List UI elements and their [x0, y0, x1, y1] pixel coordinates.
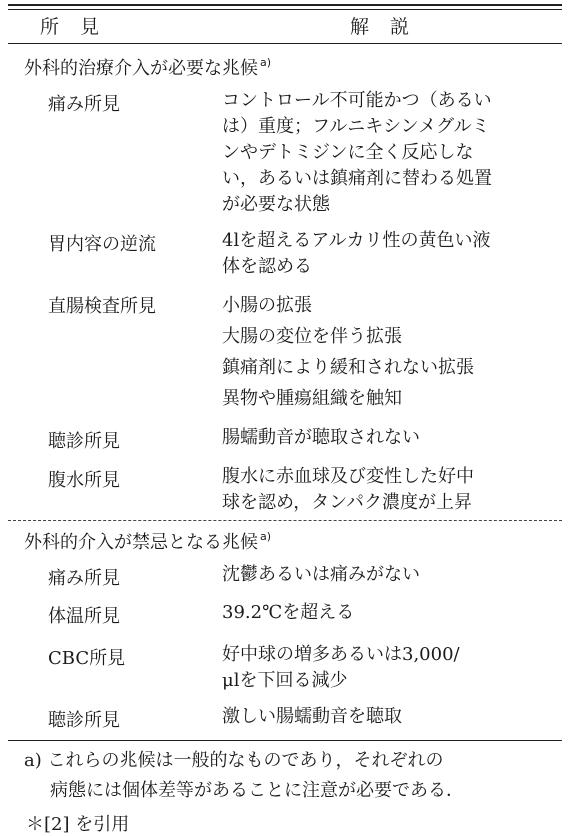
row-label-reflux: 胃内容の逆流 [48, 234, 156, 255]
desc-line: 鎮痛剤により緩和されない拡張 [222, 357, 474, 378]
row-label-auscultation: 聴診所見 [48, 431, 120, 452]
row-desc-ascites [222, 464, 552, 516]
row-label-ascites: 腹水所見 [48, 470, 120, 491]
footnote-line: a) これらの兆候は一般的なものであり，それぞれの [24, 750, 444, 771]
row-label-pain: 痛み所見 [48, 94, 120, 115]
desc-line: 体を認める [222, 256, 312, 277]
column-header-description: 解 説 [350, 16, 411, 38]
desc-line: 激しい腸蠕動音を聴取 [222, 706, 402, 727]
row-label-cbc: CBC所見 [48, 648, 126, 669]
citation: ＊[2] を引用 [26, 814, 130, 835]
desc-line: い，あるいは鎮痛剤に替わる処置 [222, 168, 492, 189]
table-bottom-rule [8, 740, 562, 741]
desc-line: 39.2℃を超える [222, 602, 355, 623]
desc-line: 沈鬱あるいは痛みがない [222, 564, 420, 585]
row-desc-pain-contra [222, 562, 552, 588]
section-title-surgical [24, 54, 271, 80]
desc-line: μlを下回る減少 [222, 670, 348, 691]
desc-line: 球を認め，タンパク濃度が上昇 [222, 492, 473, 513]
section-title-text: 外科的介入が禁忌となる兆候 [24, 532, 258, 553]
desc-line: は）重度；フルニキシンメグルミ [222, 116, 490, 137]
desc-line: 小腸の拡張 [222, 295, 312, 316]
footnote-mark: a) [260, 530, 272, 543]
desc-line: 大腸の変位を伴う拡張 [222, 326, 402, 347]
row-label-temperature: 体温所見 [48, 606, 120, 627]
desc-line: 腸蠕動音が聴取されない [222, 427, 420, 448]
desc-line: 好中球の増多あるいは3,000/ [222, 644, 460, 665]
desc-line: コントロール不可能かつ（あるい [222, 90, 492, 111]
row-label-rectal: 直腸検査所見 [48, 296, 156, 317]
table-top-rule [8, 4, 562, 6]
desc-line: 4lを超えるアルカリ性の黄色い液 [222, 230, 491, 251]
row-desc-reflux [222, 228, 552, 280]
footnote-mark: a) [260, 56, 272, 69]
desc-line: ンやデトミジンに全く反応しな [222, 142, 474, 163]
section-divider [8, 520, 562, 521]
section-title-contraindicated [24, 528, 271, 554]
desc-line: が必要な状態 [222, 194, 330, 215]
footnote [24, 746, 464, 806]
row-label-pain-contra: 痛み所見 [48, 568, 120, 589]
row-label-auscultation-contra: 聴診所見 [48, 710, 120, 731]
row-desc-pain [222, 88, 552, 218]
row-desc-temperature [222, 600, 552, 626]
footnote-line: 病態には個体差等があることに注意が必要である． [50, 780, 464, 801]
desc-line: 異物や腫瘍組織を触知 [222, 388, 402, 409]
desc-line: 腹水に赤血球及び変性した好中 [222, 466, 474, 487]
row-desc-auscultation [222, 425, 552, 451]
row-desc-rectal [222, 290, 552, 414]
column-header-findings: 所 見 [40, 16, 101, 38]
row-desc-auscultation-contra [222, 704, 552, 730]
header-rule [8, 43, 562, 44]
row-desc-cbc [222, 642, 552, 694]
section-title-text: 外科的治療介入が必要な兆候 [24, 58, 258, 79]
table-top-rule-inner [8, 9, 562, 10]
